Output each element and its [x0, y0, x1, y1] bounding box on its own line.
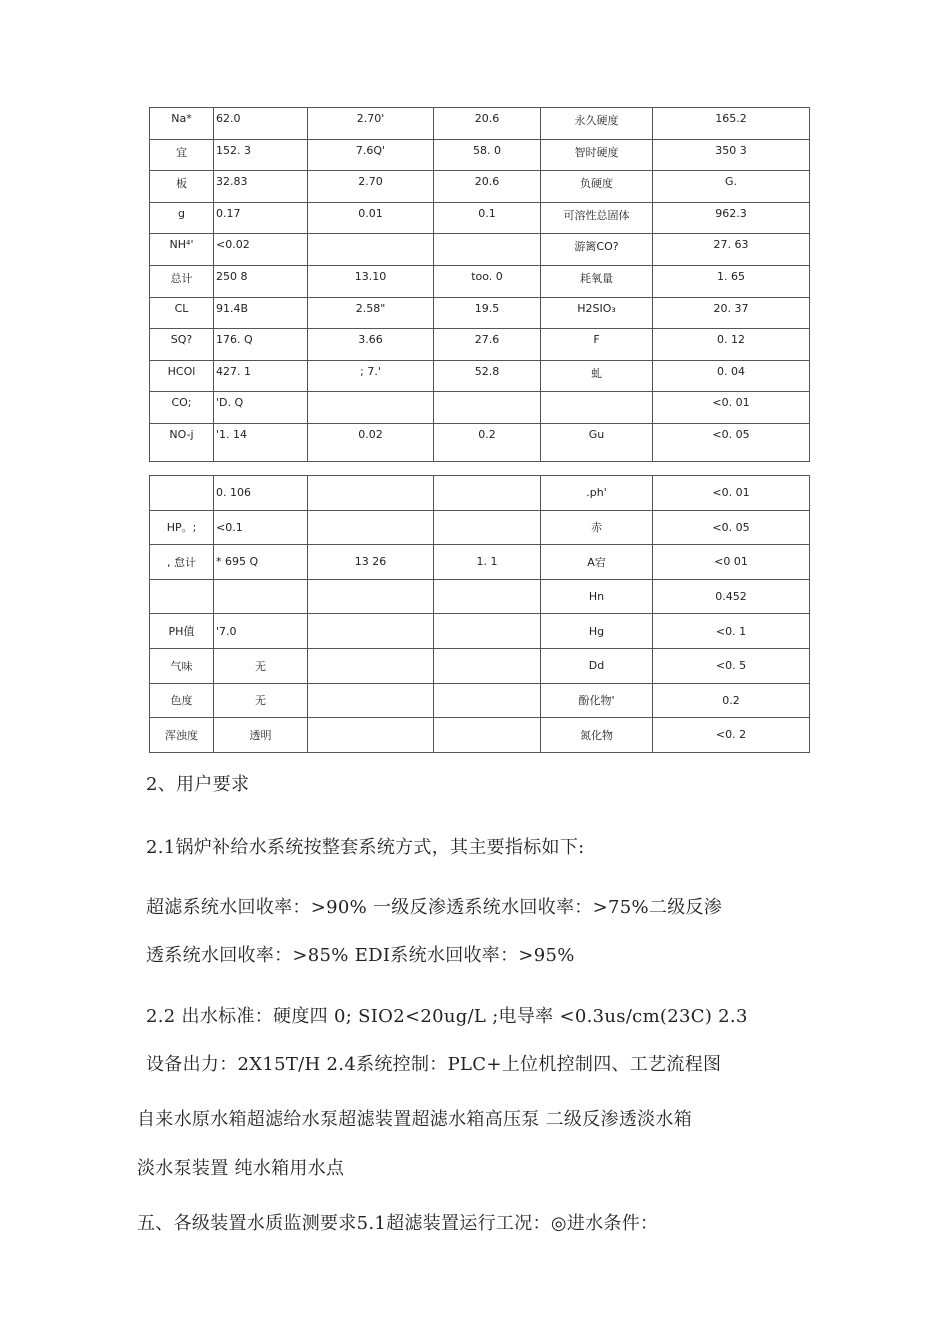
table-cell: 0.2 [434, 423, 541, 461]
table-cell: 0.02 [308, 423, 434, 461]
table-cell: A宕 [541, 545, 653, 580]
table-cell [214, 579, 308, 614]
table-cell: 20.6 [434, 171, 541, 203]
paragraph-section-5: 五、各级装置水质监测要求5.1超滤装置运行工况：◎进水条件： [137, 1213, 659, 1234]
table-cell [434, 476, 541, 511]
table-row [150, 476, 810, 511]
table-cell: 板 [150, 171, 214, 203]
table-row [150, 297, 810, 329]
table-cell: 20. 37 [653, 297, 810, 329]
table-cell [308, 476, 434, 511]
table-cell: 虬 [541, 360, 653, 392]
table-cell: 0.1 [434, 202, 541, 234]
table-cell: 氮化物 [541, 718, 653, 753]
table-cell: 7.6Q' [308, 139, 434, 171]
table-cell [150, 476, 214, 511]
table-cell: * 695 Q [214, 545, 308, 580]
table-row [150, 579, 810, 614]
table-cell: g [150, 202, 214, 234]
table-row [150, 234, 810, 266]
table-cell: 2.70 [308, 171, 434, 203]
table-cell: <0 01 [653, 545, 810, 580]
table-cell: 0.452 [653, 579, 810, 614]
table-cell [308, 614, 434, 649]
table-cell: HCOl [150, 360, 214, 392]
table-cell: 永久硬度 [541, 108, 653, 140]
table-cell [308, 683, 434, 718]
table-row [150, 139, 810, 171]
table-row [150, 545, 810, 580]
table-cell: 20.6 [434, 108, 541, 140]
table-row [150, 614, 810, 649]
table-cell: Dd [541, 648, 653, 683]
table-cell: 52.8 [434, 360, 541, 392]
table-cell: PH值 [150, 614, 214, 649]
table-cell: CO; [150, 392, 214, 424]
table-cell [434, 234, 541, 266]
table-cell: 350 3 [653, 139, 810, 171]
table-cell: 无 [214, 683, 308, 718]
table-cell: 0.01 [308, 202, 434, 234]
table-cell: <0. 1 [653, 614, 810, 649]
table-cell: 浑浊度 [150, 718, 214, 753]
table-cell: 酚化物' [541, 683, 653, 718]
table-cell: 13 26 [308, 545, 434, 580]
table-row [150, 171, 810, 203]
table-cell: '1. 14 [214, 423, 308, 461]
water-quality-table-2 [149, 475, 810, 753]
table-cell [308, 718, 434, 753]
table-row [150, 392, 810, 424]
table-cell: G. [653, 171, 810, 203]
table-cell: 0. 106 [214, 476, 308, 511]
table-cell: <0. 05 [653, 423, 810, 461]
table-cell: Hn [541, 579, 653, 614]
table-cell: 可溶性总固体 [541, 202, 653, 234]
table-cell: 27.6 [434, 329, 541, 361]
table-cell: <0. 05 [653, 510, 810, 545]
table-row [150, 423, 810, 461]
table-cell: HP。; [150, 510, 214, 545]
table-cell [434, 614, 541, 649]
paragraph-recovery-rates-line-2: 透系统水回收率：>85% EDI系统水回收率：>95% [146, 945, 575, 966]
table-cell: <0.1 [214, 510, 308, 545]
table-cell: 无 [214, 648, 308, 683]
table-cell: <0. 2 [653, 718, 810, 753]
table-cell: <0. 01 [653, 392, 810, 424]
table-cell: <0.02 [214, 234, 308, 266]
table-cell: ; 7.' [308, 360, 434, 392]
table-cell [434, 683, 541, 718]
table-cell [434, 648, 541, 683]
table-cell: Hg [541, 614, 653, 649]
section-heading-user-requirements: 2、用户要求 [146, 774, 250, 795]
table-cell: 2.58" [308, 297, 434, 329]
table-cell: 2.70' [308, 108, 434, 140]
table-cell: 176. Q [214, 329, 308, 361]
table-cell: 负硬度 [541, 171, 653, 203]
table-cell: CL [150, 297, 214, 329]
table-cell: 962.3 [653, 202, 810, 234]
table-cell: Na* [150, 108, 214, 140]
table-cell [308, 579, 434, 614]
table-cell: Gu [541, 423, 653, 461]
table-row [150, 265, 810, 297]
table-row [150, 329, 810, 361]
table-cell [308, 392, 434, 424]
table-row [150, 648, 810, 683]
table-cell: 165.2 [653, 108, 810, 140]
table-cell: 62.0 [214, 108, 308, 140]
table-row [150, 718, 810, 753]
table-row [150, 683, 810, 718]
table-row [150, 108, 810, 140]
table-cell: 19.5 [434, 297, 541, 329]
table-cell: H2SIO₃ [541, 297, 653, 329]
water-quality-table-1 [149, 107, 810, 462]
table-cell: , 怠计 [150, 545, 214, 580]
table-cell [434, 718, 541, 753]
paragraph-equipment-output: 设备出力：2X15T/H 2.4系统控制：PLC+上位机控制四、工艺流程图 [146, 1054, 722, 1075]
table-cell: 总计 [150, 265, 214, 297]
table-cell: 58. 0 [434, 139, 541, 171]
table-cell [434, 510, 541, 545]
paragraph-process-flow-line-2: 淡水泵装置 纯水箱用水点 [137, 1158, 345, 1179]
paragraph-output-standard: 2.2 出水标准：硬度四 0; SIO2<20ug/L ;电导率 <0.3us/cm(23C) 2.3 [146, 1006, 748, 1027]
table-cell: 0.2 [653, 683, 810, 718]
table-cell [434, 579, 541, 614]
table-cell: 智时硬度 [541, 139, 653, 171]
table-cell: 427. 1 [214, 360, 308, 392]
table-cell [541, 392, 653, 424]
table-cell [308, 234, 434, 266]
table-cell: 透明 [214, 718, 308, 753]
table-cell: .ph' [541, 476, 653, 511]
table-cell: 27. 63 [653, 234, 810, 266]
table-cell: 气味 [150, 648, 214, 683]
table-cell: 3.66 [308, 329, 434, 361]
table-cell: NO-j [150, 423, 214, 461]
table-cell: '7.0 [214, 614, 308, 649]
table-cell: SQ? [150, 329, 214, 361]
paragraph-process-flow-line-1: 自来水原水箱超滤给水泵超滤装置超滤水箱高压泵 二级反渗透淡水箱 [137, 1109, 693, 1130]
paragraph-2-1: 2.1锅炉补给水系统按整套系统方式，其主要指标如下: [146, 837, 585, 858]
table-cell: <0. 01 [653, 476, 810, 511]
table-cell: too. 0 [434, 265, 541, 297]
table-cell: 91.4B [214, 297, 308, 329]
table-cell: 0. 12 [653, 329, 810, 361]
table-cell: 游篱CO? [541, 234, 653, 266]
table-cell: <0. 5 [653, 648, 810, 683]
table-cell: 1. 1 [434, 545, 541, 580]
table-cell [308, 510, 434, 545]
table-row [150, 202, 810, 234]
table-cell: 宜 [150, 139, 214, 171]
paragraph-recovery-rates-line-1: 超滤系统水回收率：>90% 一级反渗透系统水回收率：>75%二级反渗 [146, 897, 723, 918]
table-cell: NH⁴' [150, 234, 214, 266]
table-row [150, 510, 810, 545]
table-cell [434, 392, 541, 424]
table-cell: F [541, 329, 653, 361]
table-cell: 32.83 [214, 171, 308, 203]
table-cell: 1. 65 [653, 265, 810, 297]
table-cell: 13.10 [308, 265, 434, 297]
table-cell: 0. 04 [653, 360, 810, 392]
table-cell [308, 648, 434, 683]
table-cell: 152. 3 [214, 139, 308, 171]
table-row [150, 360, 810, 392]
table-cell: 0.17 [214, 202, 308, 234]
table-cell: 耗氧量 [541, 265, 653, 297]
table-cell: 250 8 [214, 265, 308, 297]
table-cell: 'D. Q [214, 392, 308, 424]
table-cell: 色度 [150, 683, 214, 718]
table-cell: 赤 [541, 510, 653, 545]
table-cell [150, 579, 214, 614]
